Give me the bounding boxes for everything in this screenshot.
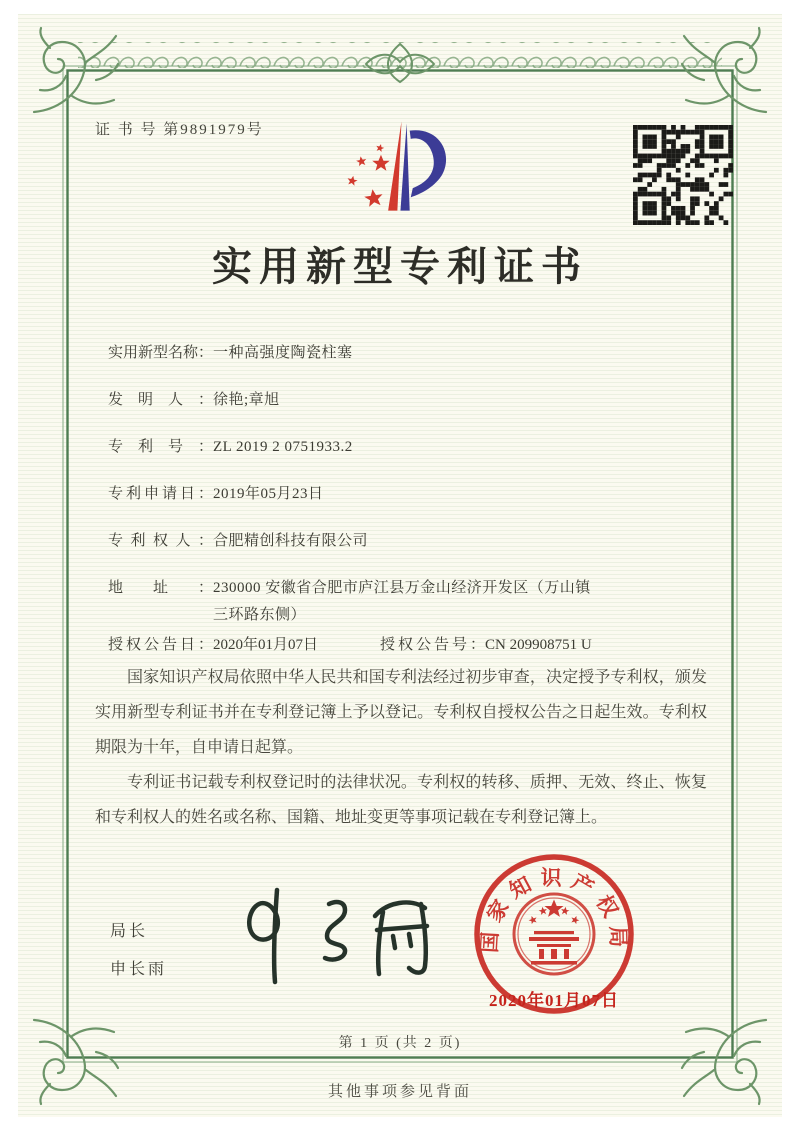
field-label: 专利权人： <box>108 533 213 549</box>
grant-date-value: 2020年01月07日 <box>213 637 319 653</box>
signature-icon <box>225 878 445 988</box>
certificate-title: 实用新型专利证书 <box>212 244 588 289</box>
cnipa-logo-icon <box>343 116 461 214</box>
field-label: 专利号： <box>108 439 213 455</box>
field-row-name <box>108 340 708 367</box>
logo-blue-bowl <box>410 130 446 197</box>
field-value: 徐艳;章旭 <box>213 392 280 408</box>
field-row-patent-no <box>108 434 708 461</box>
logo-stars <box>346 143 389 207</box>
field-value: 2019年05月23日 <box>213 486 324 502</box>
field-value: 230000 安徽省合肥市庐江县万金山经济开发区（万山镇三环路东侧） <box>213 580 591 623</box>
grant-number-value: CN 209908751 U <box>485 637 592 653</box>
grant-row <box>108 632 592 659</box>
page-indicator: 第 1 页 (共 2 页) <box>338 1036 462 1051</box>
field-label: 地址： <box>108 580 213 596</box>
certificate-number: 证 书 号 第9891979号 <box>95 122 264 138</box>
signer-name: 申长雨 <box>110 961 168 978</box>
signer-title: 局长 <box>110 923 149 940</box>
field-list <box>108 340 708 629</box>
field-label: 发明人： <box>108 392 213 408</box>
field-row-filing-date <box>108 481 708 508</box>
legal-paragraph-1: 国家知识产权局依照中华人民共和国专利法经过初步审查，决定授予专利权，颁发实用新型专利证书并在专利登记簿上予以登记。专利权自授权公告之日起生效。专利权期限为十年，自申请日起算。 <box>95 669 707 756</box>
field-label: 专利申请日： <box>108 486 213 502</box>
back-note: 其他事项参见背面 <box>327 1084 472 1100</box>
seal-date: 2020年01月07日 <box>489 991 619 1010</box>
field-value: ZL 2019 2 0751933.2 <box>213 439 353 455</box>
field-row-inventor <box>108 387 708 414</box>
field-label: 实用新型名称： <box>108 345 214 361</box>
qr-code <box>633 125 733 225</box>
field-row-patentee <box>108 528 708 555</box>
logo-blue-stem <box>400 123 409 210</box>
legal-text <box>95 660 707 835</box>
seal-emblem <box>514 894 594 974</box>
field-row-address <box>108 575 708 629</box>
grant-date-label: 授权公告日： <box>108 637 213 653</box>
grant-number-label: 授权公告号： <box>380 637 486 653</box>
field-value: 合肥精创科技有限公司 <box>213 533 369 549</box>
field-value: 一种高强度陶瓷柱塞 <box>213 345 353 361</box>
legal-paragraph-2: 专利证书记载专利权登记时的法律状况。专利权的转移、质押、无效、终止、恢复和专利权人的姓名或名称、国籍、地址变更等事项记载在专利登记簿上。 <box>95 774 707 826</box>
seal-agency-text: 国家知识产权局 <box>477 865 631 956</box>
logo-red-wedge <box>388 121 401 210</box>
